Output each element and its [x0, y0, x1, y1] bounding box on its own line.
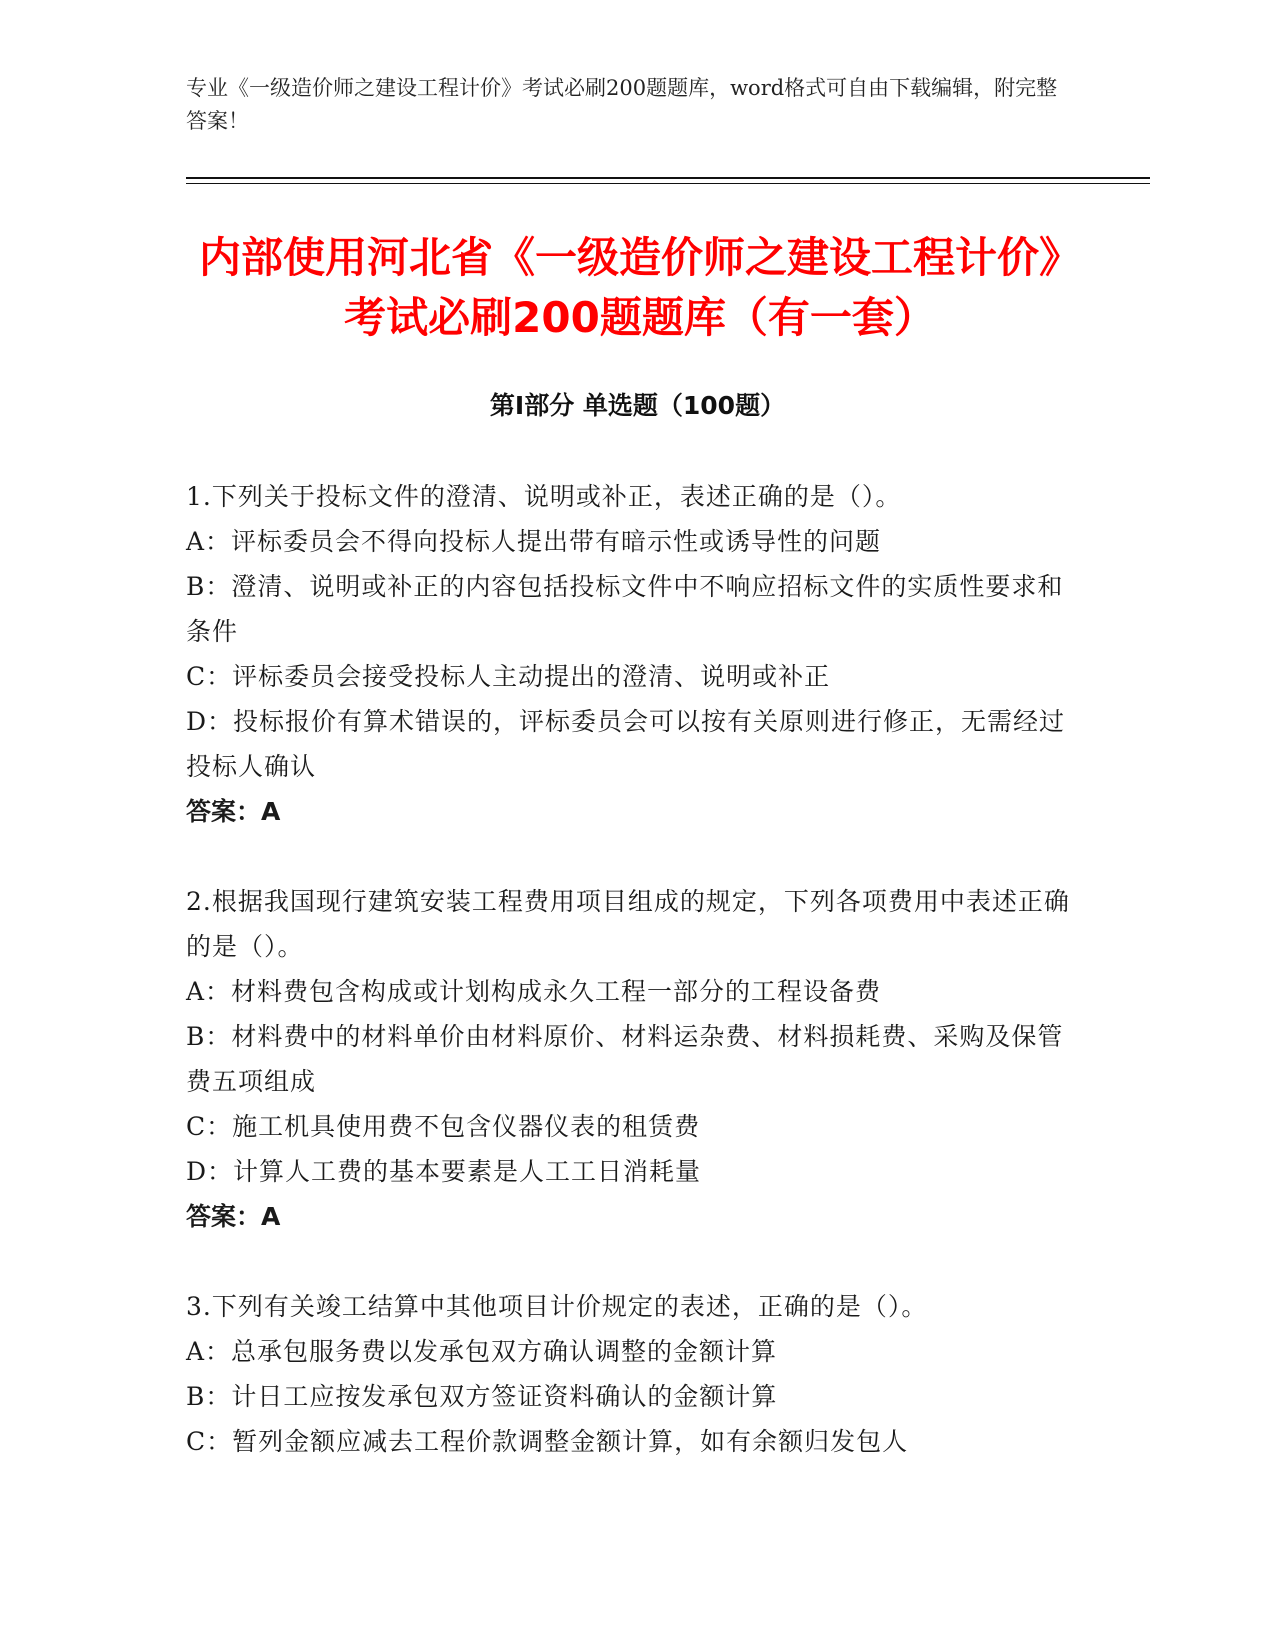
answer-line [186, 1194, 1076, 1239]
answer-value: A [261, 797, 281, 826]
question-2 [186, 879, 1076, 1239]
question-3 [186, 1284, 1076, 1464]
option-b: B：计日工应按发承包双方签证资料确认的金额计算 [186, 1382, 778, 1411]
question-stem: 2.根据我国现行建筑安装工程费用项目组成的规定，下列各项费用中表述正确的是（）。 [186, 887, 1070, 961]
question-list [186, 474, 1076, 1509]
option-b: B：材料费中的材料单价由材料原价、材料运杂费、材料损耗费、采购及保管费五项组成 [186, 1022, 1064, 1096]
header-rule-thick [186, 177, 1150, 179]
answer-value: A [261, 1202, 281, 1231]
option-a: A：总承包服务费以发承包双方确认调整的金额计算 [186, 1337, 778, 1366]
section-heading: 第I部分 单选题（100题） [489, 391, 786, 420]
answer-line [186, 789, 1076, 834]
answer-label: 答案： [186, 1202, 262, 1231]
option-c: C：暂列金额应减去工程价款调整金额计算，如有余额归发包人 [186, 1427, 909, 1456]
document-title: 内部使用河北省《一级造价师之建设工程计价》考试必刷200题题库（有一套） [198, 233, 1081, 342]
question-stem: 1.下列关于投标文件的澄清、说明或补正，表述正确的是（）。 [186, 482, 902, 511]
answer-label: 答案： [186, 797, 262, 826]
header-rule-thin [186, 183, 1150, 184]
option-b: B：澄清、说明或补正的内容包括投标文件中不响应招标文件的实质性要求和条件 [186, 572, 1064, 646]
option-d: D：投标报价有算术错误的，评标委员会可以按有关原则进行修正，无需经过投标人确认 [186, 707, 1066, 781]
option-a: A：评标委员会不得向投标人提出带有暗示性或诱导性的问题 [186, 527, 882, 556]
option-c: C：评标委员会接受投标人主动提出的澄清、说明或补正 [186, 662, 831, 691]
option-a: A：材料费包含构成或计划构成永久工程一部分的工程设备费 [186, 977, 882, 1006]
question-1 [186, 474, 1076, 834]
option-c: C：施工机具使用费不包含仪器仪表的租赁费 [186, 1112, 701, 1141]
document-header: 专业《一级造价师之建设工程计价》考试必刷200题题库，word格式可自由下载编辑，附完整答案！ [186, 76, 1058, 133]
option-d: D：计算人工费的基本要素是人工工日消耗量 [186, 1157, 702, 1186]
question-stem: 3.下列有关竣工结算中其他项目计价规定的表述，正确的是（）。 [186, 1292, 928, 1321]
